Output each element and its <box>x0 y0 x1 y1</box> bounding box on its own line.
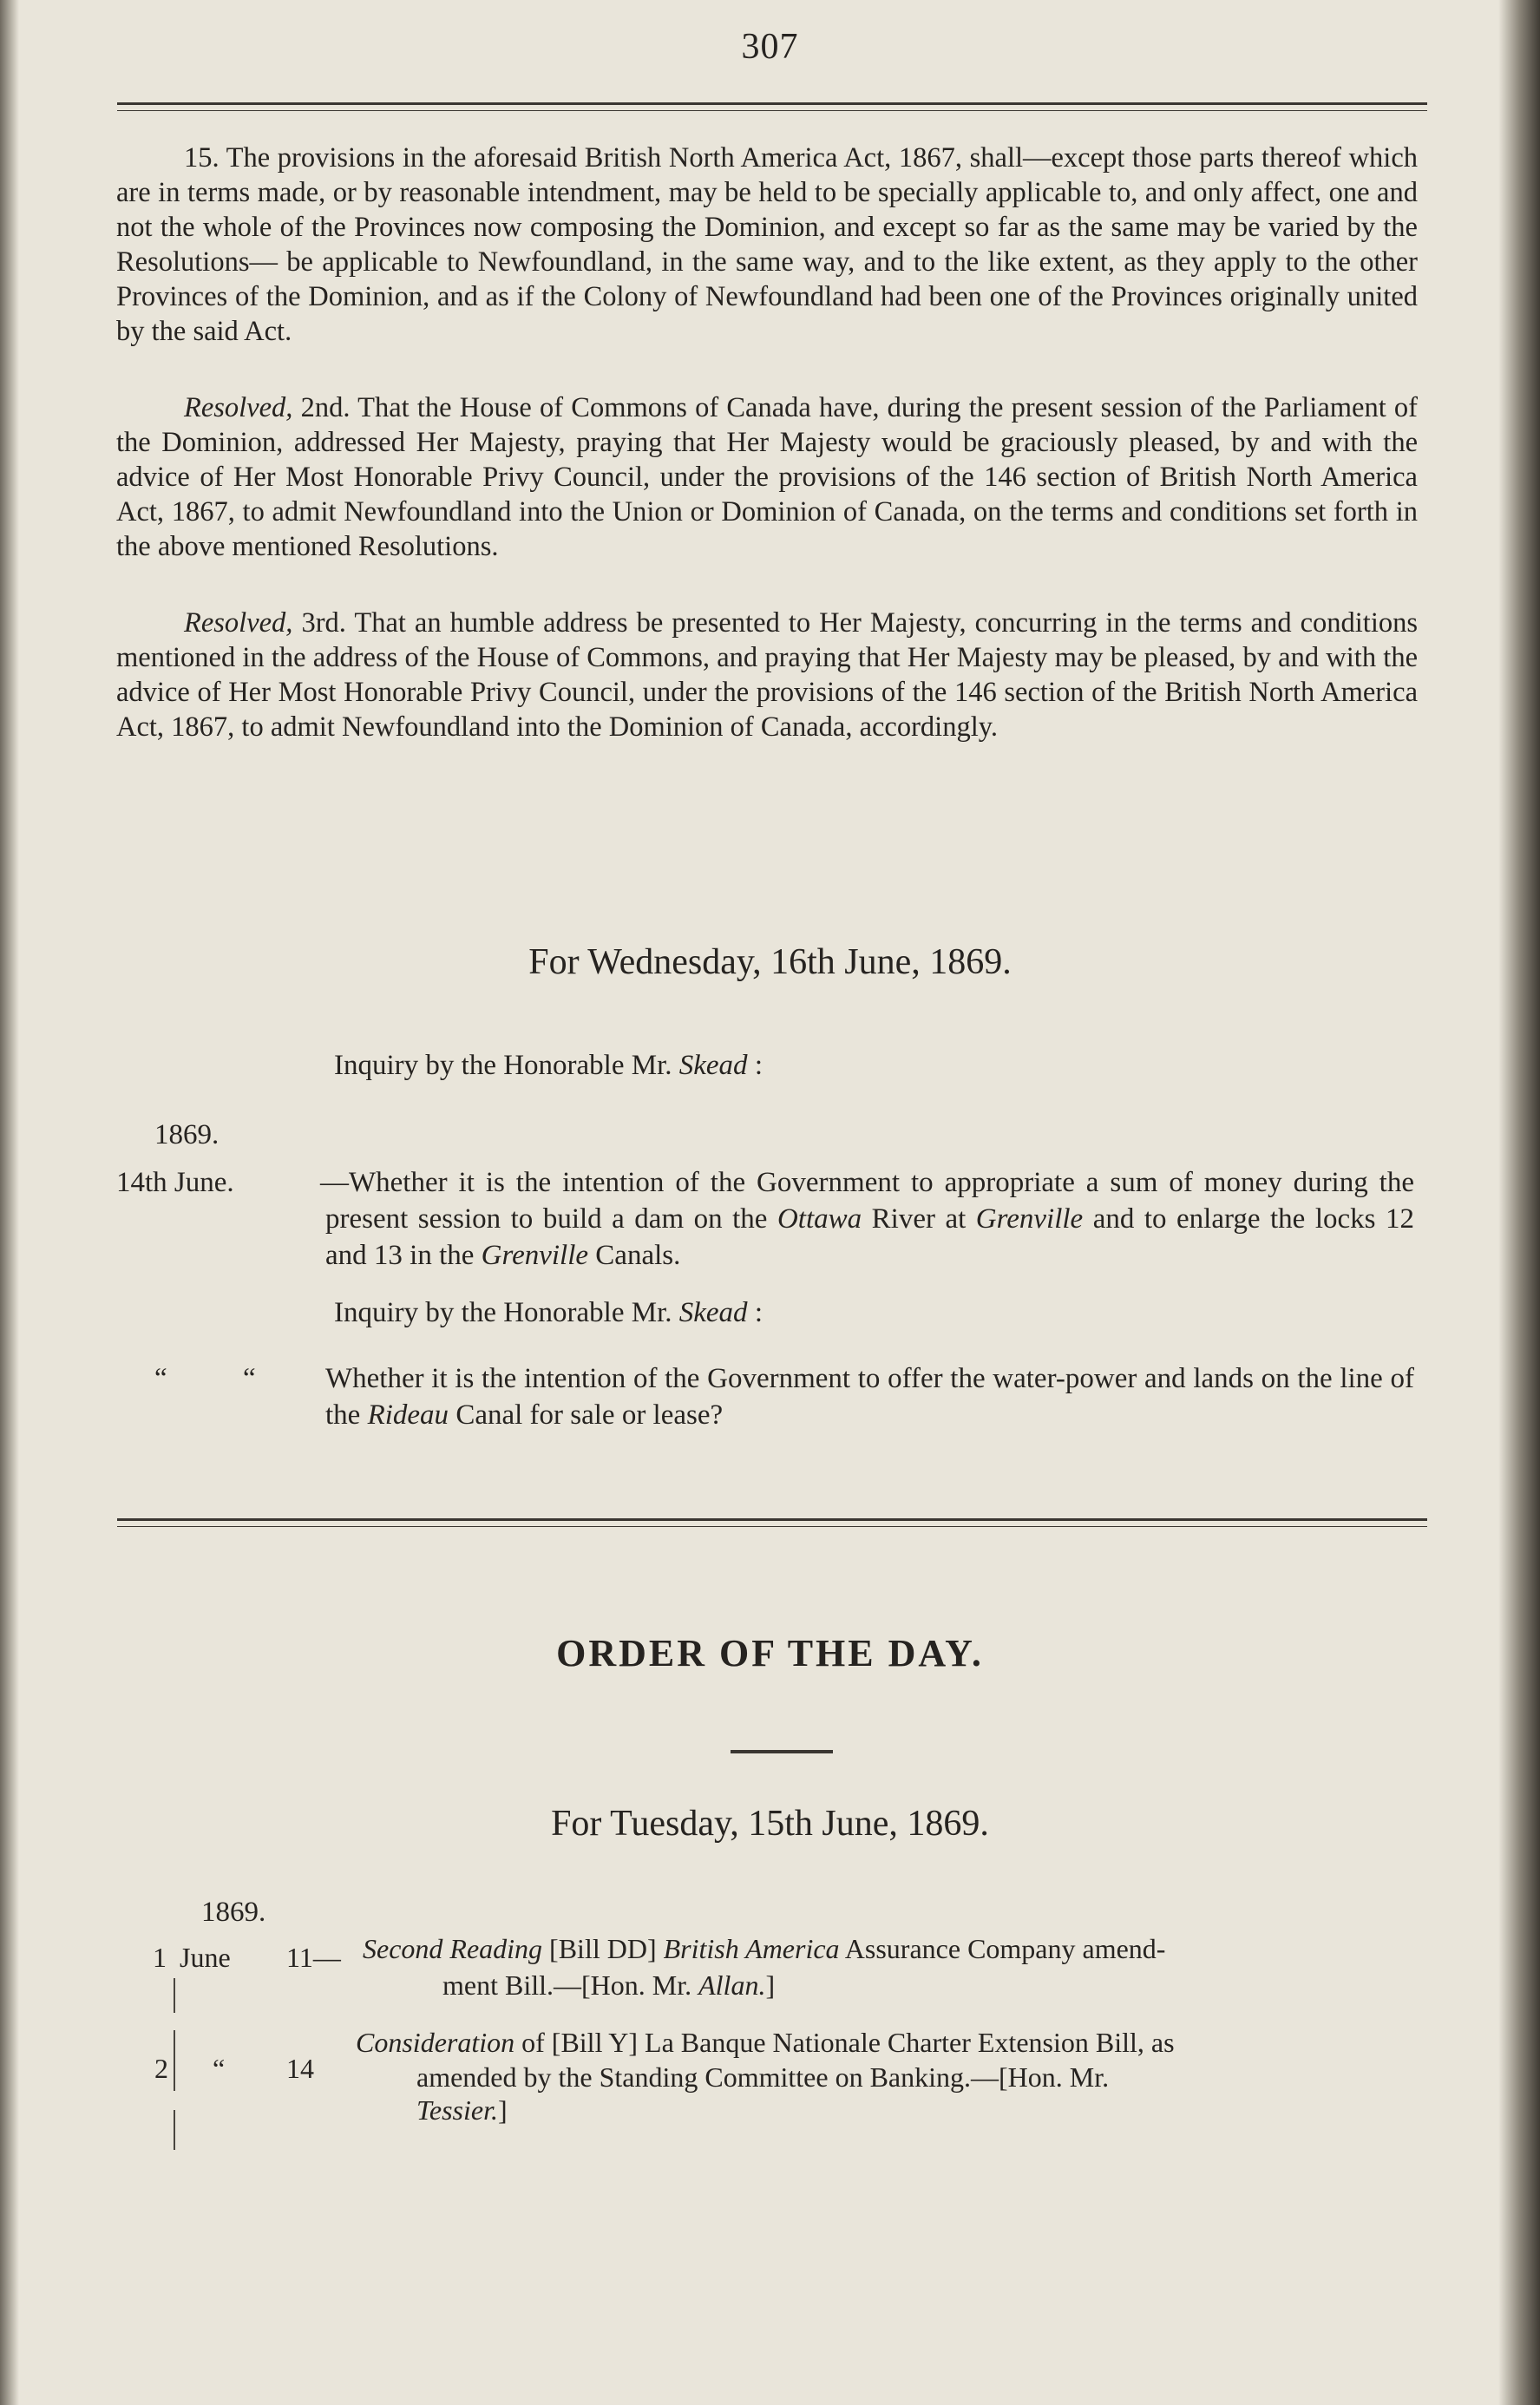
resolutions-body <box>116 141 1418 744</box>
inquiry-1-place: Grenville <box>975 1203 1084 1235</box>
resolved-label: Resolved, <box>184 607 293 639</box>
order-item-1-bill: [Bill DD] <box>542 1933 664 1964</box>
inquiry-2-ditto-month: “ <box>154 1363 167 1394</box>
resolution-2nd-text: 2nd. That the House of Commons of Canada have, during the present session of the Parliament of the Dominion, addressed Her Majesty, praying that Her Majesty would be graciously pleased, by and with the advice of Her Most Honorable Privy Council, under the provisions of the 146 section of British North America Act, 1867, to admit Newfoundland into the Union or Dominion of Canada, on the terms and conditions set forth in the above mentioned Resolutions. <box>116 392 1418 562</box>
heading-short-rule <box>731 1750 833 1753</box>
order-year: 1869. <box>201 1897 266 1928</box>
resolved-label: Resolved, <box>184 392 293 423</box>
inquiry-suffix: : <box>747 1050 763 1081</box>
inquiry-1-place-2: Grenville <box>481 1240 589 1271</box>
inquiry-2-ditto-day: “ <box>243 1363 256 1394</box>
inquiry-prefix: Inquiry by the Honorable Mr. <box>334 1297 679 1328</box>
order-item-1-dash: — <box>312 1942 341 1973</box>
inquiry-line-2 <box>334 1297 763 1329</box>
page-number: 307 <box>741 27 799 67</box>
scan-left-edge <box>0 0 19 2405</box>
provision-15-paragraph: 15. The provisions in the aforesaid British North America Act, 1867, shall—except those parts thereof which are in terms made, or by reasonable intendment, may be held to be specially applicable to, and only affect, one and not the whole of the Provinces now composing the Dominion, and except so far as the same may be varied by the Resolutions— be applicable to Newfoundland, in the same way, and to the like extent, as they apply to the other Provinces of the Dominion, and as if the Colony of Newfoundland had been one of the Provinces originally united by the said Act. <box>116 142 1418 347</box>
order-item-1-text <box>356 1931 1419 1966</box>
order-item-2-day: 14 <box>286 2053 314 2084</box>
order-item-1-close: ] <box>765 1969 776 2001</box>
order-item-2-member: Tessier. <box>416 2094 498 2126</box>
resolution-3rd-text: 3rd. That an humble address be presented to Her Majesty, concurring in the terms and conditions mentioned in the address of the House of Commons, and praying that Her Majesty may be pleased, by and with the advice of Her Most Honorable Privy Council, under the provisions of the 146 section of the British North America Act, 1867, to admit Newfoundland into the Dominion of Canada, accordingly. <box>116 607 1418 743</box>
order-item-2-bill: of [Bill Y] La Banque Nationale Charter Extension Bill, as <box>514 2027 1175 2058</box>
order-item-1-reading: Second Reading <box>363 1933 543 1964</box>
order-item-1-member: Allan. <box>698 1969 766 2001</box>
inquiry-year: 1869. <box>154 1119 220 1150</box>
order-item-2-text <box>356 2025 1419 2060</box>
inquiry-prefix: Inquiry by the Honorable Mr. <box>334 1050 679 1081</box>
order-item-2-member-line <box>416 2093 508 2127</box>
inquiry-1-river: Ottawa <box>777 1203 862 1235</box>
inquiry-2-text <box>325 1360 1414 1433</box>
order-item-2-number: 2 <box>154 2053 168 2084</box>
scan-right-edge <box>1498 0 1540 2405</box>
order-item-1-day-value: 11 <box>286 1942 313 1973</box>
order-of-day-heading: ORDER OF THE DAY. <box>556 1632 984 1674</box>
order-item-1-day <box>286 1940 341 1975</box>
order-item-1-month: June <box>180 1942 231 1973</box>
order-item-1-margin-bar <box>174 1978 175 2013</box>
inquiry-1-date: 14th June. <box>116 1167 234 1198</box>
inquiry-1-part-d: Canals. <box>588 1240 681 1271</box>
inquiry-1-part-a: —Whether it is the intention of the Government to appropriate a sum of money during the present session to build a dam on the <box>320 1167 1414 1235</box>
section-double-rule <box>117 1518 1427 1527</box>
tuesday-heading: For Tuesday, 15th June, 1869. <box>551 1804 989 1844</box>
order-item-2-ditto: “ <box>213 2053 226 2084</box>
inquirer-name: Skead <box>678 1297 748 1328</box>
inquirer-name: Skead <box>678 1050 748 1081</box>
inquiry-1-text <box>320 1164 1414 1274</box>
order-item-1-subject: British America <box>663 1933 840 1964</box>
inquiry-line-1 <box>334 1050 763 1082</box>
inquiry-suffix: : <box>747 1297 763 1328</box>
order-item-1-cont-text: ment Bill.—[Hon. Mr. <box>442 1969 699 2001</box>
inquiry-1-part-c: and to enlarge the locks 12 and 13 in the <box>325 1203 1414 1271</box>
order-item-2-close: ] <box>497 2094 508 2126</box>
order-item-1-continuation <box>442 1968 775 2002</box>
resolution-3rd-paragraph <box>116 606 1418 744</box>
inquiry-1-part-b: River at <box>862 1203 976 1235</box>
resolution-2nd-paragraph <box>116 390 1418 564</box>
order-item-2-margin-bar-lower <box>174 2110 175 2150</box>
wednesday-heading: For Wednesday, 16th June, 1869. <box>528 942 1012 982</box>
order-item-1-rest: Assurance Company amend- <box>839 1933 1166 1964</box>
inquiry-2-part-b: Canal for sale or lease? <box>449 1399 724 1431</box>
order-item-2-reading: Consideration <box>356 2027 515 2058</box>
order-item-1-number: 1 <box>153 1942 167 1973</box>
order-item-2-margin-bar <box>174 2030 175 2091</box>
top-double-rule <box>117 102 1427 111</box>
inquiry-2-canal: Rideau <box>367 1399 449 1431</box>
order-item-2-continuation: amended by the Standing Committee on Banking.—[Hon. Mr. <box>416 2061 1110 2093</box>
inquiry-2-part-a: Whether it is the intention of the Government to offer the water-power and lands on the line of the <box>325 1363 1414 1431</box>
